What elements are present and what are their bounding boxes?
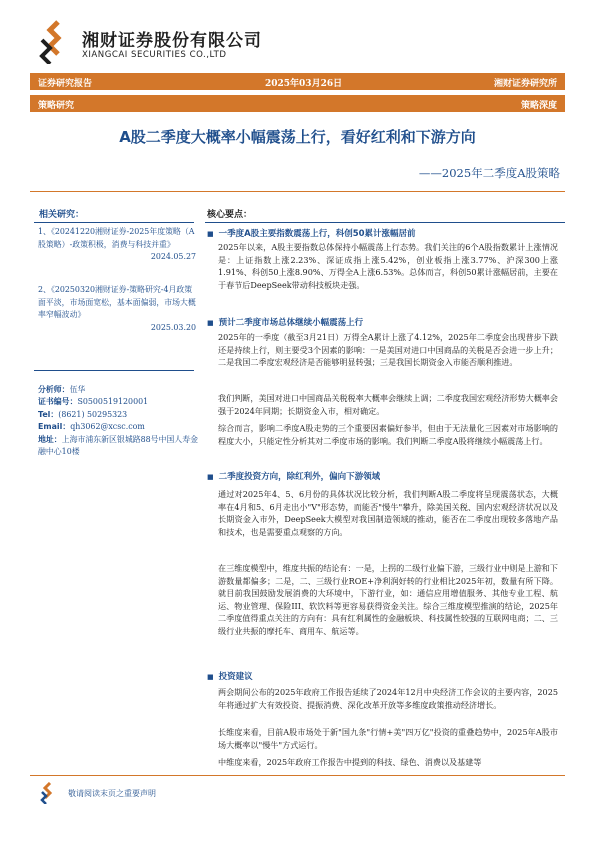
report-date: 2025年03月26日 <box>265 79 343 89</box>
related-item-title[interactable]: 2、《20250320湘财证券-策略研究-4月政策面平淡，市场面宽松，基本面偏弱，市场大概率窄幅波动》 <box>38 285 196 320</box>
cert-number: S0500519120001 <box>77 397 149 407</box>
paragraph: 在三维度模型中，维度共振的结论有：一是，上拐的二级行业偏下游，三级行业中则是上游和下游数量都偏多；二是，二、三级行业ROE+净利润好转的行业相比2025年初，数量有所下降。就目前我国鼓励发展消费的大环境中，下游行业，如：通信应用增值服务、其他专业工程、航运、物业管理、保险III、软饮料等更容易获得资金关注。综合三维度模型推演的结论，2025年二季度值得重点关注的方向有：具有红利属性的金融板块、科技属性较强的互联网电商；二、三级行业共振的摩托车、商用车、航运等。 <box>218 563 558 636</box>
footer-disclaimer[interactable]: 敬请阅读末页之重要声明 <box>68 789 156 798</box>
related-research-heading: 相关研究： <box>39 210 85 220</box>
paragraph: 两会期间公布的2025年政府工作报告延续了2024年12月中央经济工作会议的主要内容，2025年将通过扩大有效投资、提振消费、深化改革开放等多维度政策推动经济增长。 <box>218 687 558 710</box>
analyst-name: 伍华 <box>69 385 86 394</box>
section-heading-3: ■ 二季度投资方向，除红利外，偏向下游领域 <box>207 470 380 482</box>
related-item-date: 2025.03.20 <box>150 322 196 332</box>
email-label: Email： <box>38 422 71 432</box>
tel-number: (8621) 50295323 <box>58 409 128 419</box>
footer-logo-icon <box>38 782 60 804</box>
section-heading-1: ■ 一季度A股主要指数震荡上行，科创50累计涨幅居前 <box>207 227 416 239</box>
paragraph: 长维度来看，目前A股市场处于新"国九条"行情+美"四万亿"投资的重叠趋势中，2025年A股市场大概率以"慢牛"方式运行。 <box>218 727 558 750</box>
paragraph: 2025年以来，A股主要指数总体保持小幅震荡上行态势。我们关注的6个A股指数累计上涨情况是：上证指数上涨2.23%、深证成指上涨5.42%，创业板指上涨3.77%、沪深300上涨1.91%、科创50上涨8.90%、万得全A上涨6.53%。总体而言，科创50累计涨幅居前，主要在于春节后DeepSeek带动科技板块走强。 <box>218 242 558 290</box>
report-depth: 策略深度 <box>520 101 557 111</box>
header-bar-bottom <box>30 95 565 112</box>
company-logo-icon <box>36 20 76 64</box>
footer-divider <box>30 775 565 776</box>
header-bar-top <box>30 73 565 90</box>
paragraph: 通过对2025年4、5、6月份的具体状况比较分析，我们判断A股二季度将呈现震荡状态，大概率在4月和5、6月走出小"V"形态势，而能否"慢牛"攀升，除美国关税、国内宏观经济状况以及长期资金入市外，DeepSeek大模型对我国制造领域的推动，能否在二季度出现较多落地产品和技术，也是需要重点观察的方向。 <box>218 489 558 537</box>
tel-label: Tel： <box>38 409 59 419</box>
institute-name: 湘财证券研究所 <box>493 79 557 89</box>
paragraph: 2025年的一季度（截至3月21日）万得全A累计上涨了4.12%，2025年二季度会出现普步下跌还是持续上行，则主要受3个因素的影响：一是美国对进口中国商品的关税是否会进一步上升；二是我国二季度宏观经济是否能够明显转强；三是我国长期资金入市能否顺利推进。 <box>218 332 558 367</box>
email-link[interactable]: qh3062@xcsc.com <box>70 422 145 432</box>
paragraph: 中维度来看，2025年政府工作报告中提到的科技、绿色、消费以及基建等 <box>218 757 482 767</box>
analyst-label: 分析师： <box>38 385 70 394</box>
section-heading-2: ■ 预计二季度市场总体继续小幅震荡上行 <box>207 316 363 328</box>
section-divider <box>30 191 565 192</box>
sidebar-divider <box>34 222 194 223</box>
report-category: 策略研究 <box>38 101 75 111</box>
related-item[interactable] <box>38 226 196 264</box>
paragraph: 我们判断，美国对进口中国商品关税税率大概率会继续上调；二季度我国宏观经济形势大概率会强于2024年同期；长期资金入市，相对确定。 <box>218 393 558 416</box>
related-item-title[interactable]: 1、《20241220湘财证券-2025年度策略（A股策略）-政策积极，消费与科技并重》 <box>38 227 195 249</box>
sidebar-divider <box>34 370 194 371</box>
report-title: A股二季度大概率小幅震荡上行，看好红利和下游方向 <box>119 128 476 146</box>
report-type: 证券研究报告 <box>38 79 93 89</box>
analyst-info <box>38 384 198 458</box>
report-subtitle: ——2025年二季度A股策略 <box>418 166 560 180</box>
related-item[interactable] <box>38 284 196 334</box>
related-item-date: 2024.05.27 <box>150 252 196 262</box>
paragraph: 综合而言，影响二季度A股走势的三个重要因素偏好参半，但由于无法量化三因素对市场影响的程度大小，只能定性分析其对二季度市场的影响。我们判断二季度A股将继续小幅震荡上行。 <box>218 423 558 446</box>
address: 上海市浦东新区银城路88号中国人寿金融中心10楼 <box>38 434 198 457</box>
key-points-heading: 核心要点： <box>207 210 253 220</box>
section-heading-4: ■ 投资建议 <box>207 670 253 682</box>
addr-label: 地址： <box>38 434 62 444</box>
key-points-divider <box>205 222 565 223</box>
cert-label: 证书编号： <box>38 397 78 407</box>
brand-name-en: XIANGCAI SECURITIES CO.,LTD <box>82 50 227 60</box>
brand-name-cn: 湘财证券股份有限公司 <box>82 31 262 51</box>
